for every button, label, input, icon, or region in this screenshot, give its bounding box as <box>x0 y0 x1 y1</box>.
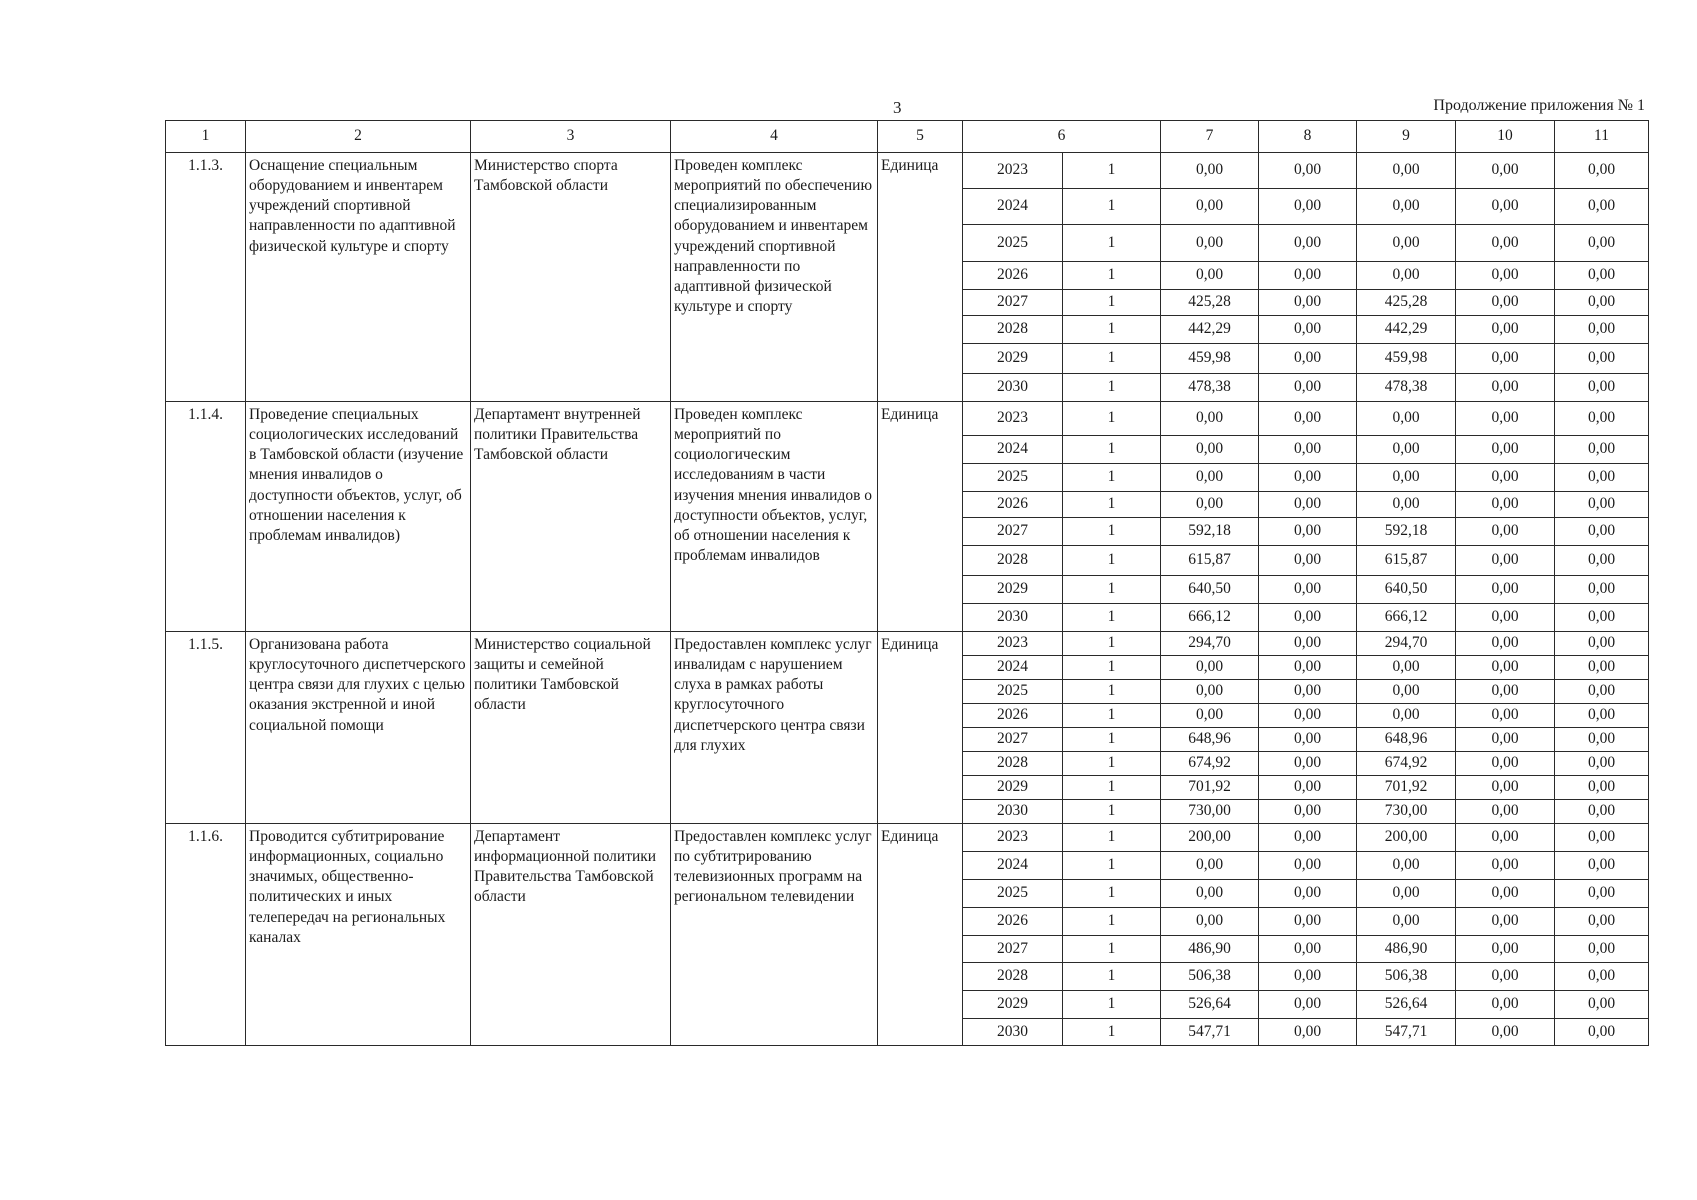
col11-value: 0,00 <box>1555 492 1649 518</box>
quantity-cell: 1 <box>1063 464 1161 492</box>
year-cell: 2023 <box>963 153 1063 189</box>
col8-value: 0,00 <box>1259 824 1357 852</box>
col10-value: 0,00 <box>1456 576 1555 604</box>
col8-value: 0,00 <box>1259 752 1357 776</box>
col10-value: 0,00 <box>1456 604 1555 632</box>
col9-value: 0,00 <box>1357 492 1456 518</box>
quantity-cell: 1 <box>1063 374 1161 402</box>
item-unit: Единица <box>878 824 963 1046</box>
item-result: Предоставлен комплекс услуг по субтитрированию телевизионных программ на региональном телевидении <box>671 824 878 1046</box>
col7-value: 506,38 <box>1161 963 1259 991</box>
col9-value: 0,00 <box>1357 680 1456 704</box>
year-cell: 2027 <box>963 936 1063 963</box>
col8-value: 0,00 <box>1259 656 1357 680</box>
col7-value: 640,50 <box>1161 576 1259 604</box>
col7-value: 0,00 <box>1161 189 1259 225</box>
col10-value: 0,00 <box>1456 316 1555 344</box>
col11-value: 0,00 <box>1555 680 1649 704</box>
col8-value: 0,00 <box>1259 262 1357 290</box>
col10-value: 0,00 <box>1456 656 1555 680</box>
col11-value: 0,00 <box>1555 576 1649 604</box>
year-cell: 2028 <box>963 546 1063 576</box>
col11-value: 0,00 <box>1555 704 1649 728</box>
header-cell-10: 10 <box>1456 121 1555 153</box>
header-cell-8: 8 <box>1259 121 1357 153</box>
col10-value: 0,00 <box>1456 776 1555 800</box>
quantity-cell: 1 <box>1063 776 1161 800</box>
col11-value: 0,00 <box>1555 546 1649 576</box>
col8-value: 0,00 <box>1259 632 1357 656</box>
year-cell: 2025 <box>963 464 1063 492</box>
quantity-cell: 1 <box>1063 492 1161 518</box>
quantity-cell: 1 <box>1063 1019 1161 1046</box>
header-cell-9: 9 <box>1357 121 1456 153</box>
year-cell: 2027 <box>963 518 1063 546</box>
col8-value: 0,00 <box>1259 189 1357 225</box>
col7-value: 0,00 <box>1161 908 1259 936</box>
year-cell: 2030 <box>963 1019 1063 1046</box>
col7-value: 0,00 <box>1161 225 1259 262</box>
item-result: Проведен комплекс мероприятий по социологическим исследованиям в части изучения мнения инвалидов о доступности объектов, услуг, об отношении населения к проблемам инвалидов <box>671 402 878 632</box>
item-number: 1.1.4. <box>166 402 246 632</box>
col8-value: 0,00 <box>1259 436 1357 464</box>
col11-value: 0,00 <box>1555 436 1649 464</box>
item-event-name: Проведение специальных социологических исследований в Тамбовской области (изучение мнения инвалидов о доступности объектов, услуг, об отношении населения к проблемам инвалидов) <box>246 402 471 632</box>
col7-value: 730,00 <box>1161 800 1259 824</box>
col10-value: 0,00 <box>1456 344 1555 374</box>
header-row <box>166 121 1649 153</box>
item-number: 1.1.3. <box>166 153 246 402</box>
col11-value: 0,00 <box>1555 908 1649 936</box>
item-result: Предоставлен комплекс услуг инвалидам с нарушением слуха в рамках работы круглосуточного диспетчерского центра связи для глухих <box>671 632 878 824</box>
col10-value: 0,00 <box>1456 492 1555 518</box>
year-cell: 2026 <box>963 492 1063 518</box>
item-event-name: Организована работа круглосуточного диспетчерского центра связи для глухих с целью оказания экстренной и иной социальной помощи <box>246 632 471 824</box>
col8-value: 0,00 <box>1259 908 1357 936</box>
col8-value: 0,00 <box>1259 704 1357 728</box>
year-cell: 2026 <box>963 704 1063 728</box>
col10-value: 0,00 <box>1456 225 1555 262</box>
col9-value: 0,00 <box>1357 908 1456 936</box>
year-cell: 2029 <box>963 344 1063 374</box>
col7-value: 526,64 <box>1161 991 1259 1019</box>
col10-value: 0,00 <box>1456 752 1555 776</box>
col9-value: 506,38 <box>1357 963 1456 991</box>
quantity-cell: 1 <box>1063 752 1161 776</box>
year-cell: 2030 <box>963 800 1063 824</box>
col11-value: 0,00 <box>1555 963 1649 991</box>
col9-value: 640,50 <box>1357 576 1456 604</box>
table-row <box>166 402 1649 436</box>
header-cell-5: 5 <box>878 121 963 153</box>
col7-value: 459,98 <box>1161 344 1259 374</box>
col8-value: 0,00 <box>1259 153 1357 189</box>
col11-value: 0,00 <box>1555 604 1649 632</box>
col8-value: 0,00 <box>1259 546 1357 576</box>
year-cell: 2030 <box>963 604 1063 632</box>
header-cell-1: 1 <box>166 121 246 153</box>
col7-value: 547,71 <box>1161 1019 1259 1046</box>
col11-value: 0,00 <box>1555 189 1649 225</box>
col9-value: 701,92 <box>1357 776 1456 800</box>
col11-value: 0,00 <box>1555 1019 1649 1046</box>
quantity-cell: 1 <box>1063 632 1161 656</box>
col11-value: 0,00 <box>1555 728 1649 752</box>
year-cell: 2028 <box>963 963 1063 991</box>
col11-value: 0,00 <box>1555 464 1649 492</box>
col11-value: 0,00 <box>1555 316 1649 344</box>
item-number: 1.1.6. <box>166 824 246 1046</box>
quantity-cell: 1 <box>1063 546 1161 576</box>
year-cell: 2024 <box>963 189 1063 225</box>
col8-value: 0,00 <box>1259 800 1357 824</box>
col11-value: 0,00 <box>1555 752 1649 776</box>
table-row <box>166 153 1649 189</box>
col10-value: 0,00 <box>1456 632 1555 656</box>
item-event-name: Проводится субтитрирование информационных, социально значимых, общественно-политических и иных телепередач на региональных каналах <box>246 824 471 1046</box>
col10-value: 0,00 <box>1456 680 1555 704</box>
col9-value: 0,00 <box>1357 464 1456 492</box>
col10-value: 0,00 <box>1456 518 1555 546</box>
col9-value: 486,90 <box>1357 936 1456 963</box>
header-cell-4: 4 <box>671 121 878 153</box>
quantity-cell: 1 <box>1063 908 1161 936</box>
item-responsible: Министерство спорта Тамбовской области <box>471 153 671 402</box>
col11-value: 0,00 <box>1555 374 1649 402</box>
col8-value: 0,00 <box>1259 225 1357 262</box>
year-cell: 2024 <box>963 852 1063 880</box>
col8-value: 0,00 <box>1259 492 1357 518</box>
col11-value: 0,00 <box>1555 518 1649 546</box>
col10-value: 0,00 <box>1456 800 1555 824</box>
item-event-name: Оснащение специальным оборудованием и инвентарем учреждений спортивной направленности по адаптивной физической культуре и спорту <box>246 153 471 402</box>
col11-value: 0,00 <box>1555 776 1649 800</box>
col9-value: 294,70 <box>1357 632 1456 656</box>
col11-value: 0,00 <box>1555 824 1649 852</box>
program-measures-table <box>165 120 1649 1046</box>
year-cell: 2023 <box>963 402 1063 436</box>
col9-value: 0,00 <box>1357 225 1456 262</box>
col11-value: 0,00 <box>1555 991 1649 1019</box>
item-result: Проведен комплекс мероприятий по обеспечению специализированным оборудованием и инвентарем учреждений спортивной направленности по адаптивной физической культуре и спорту <box>671 153 878 402</box>
col11-value: 0,00 <box>1555 880 1649 908</box>
year-cell: 2025 <box>963 880 1063 908</box>
table-row <box>166 632 1649 656</box>
col8-value: 0,00 <box>1259 576 1357 604</box>
quantity-cell: 1 <box>1063 880 1161 908</box>
year-cell: 2028 <box>963 752 1063 776</box>
col7-value: 0,00 <box>1161 680 1259 704</box>
col8-value: 0,00 <box>1259 464 1357 492</box>
col10-value: 0,00 <box>1456 402 1555 436</box>
col8-value: 0,00 <box>1259 852 1357 880</box>
col7-value: 0,00 <box>1161 704 1259 728</box>
year-cell: 2024 <box>963 656 1063 680</box>
col10-value: 0,00 <box>1456 728 1555 752</box>
quantity-cell: 1 <box>1063 225 1161 262</box>
col9-value: 0,00 <box>1357 656 1456 680</box>
year-cell: 2025 <box>963 680 1063 704</box>
col9-value: 0,00 <box>1357 436 1456 464</box>
year-cell: 2023 <box>963 824 1063 852</box>
year-cell: 2028 <box>963 316 1063 344</box>
col9-value: 615,87 <box>1357 546 1456 576</box>
year-cell: 2025 <box>963 225 1063 262</box>
quantity-cell: 1 <box>1063 290 1161 316</box>
col8-value: 0,00 <box>1259 402 1357 436</box>
year-cell: 2024 <box>963 436 1063 464</box>
col10-value: 0,00 <box>1456 290 1555 316</box>
col10-value: 0,00 <box>1456 704 1555 728</box>
col7-value: 648,96 <box>1161 728 1259 752</box>
table-row <box>166 824 1649 852</box>
col9-value: 674,92 <box>1357 752 1456 776</box>
col8-value: 0,00 <box>1259 1019 1357 1046</box>
quantity-cell: 1 <box>1063 963 1161 991</box>
quantity-cell: 1 <box>1063 936 1161 963</box>
year-cell: 2026 <box>963 262 1063 290</box>
col7-value: 486,90 <box>1161 936 1259 963</box>
year-cell: 2029 <box>963 576 1063 604</box>
quantity-cell: 1 <box>1063 316 1161 344</box>
col11-value: 0,00 <box>1555 402 1649 436</box>
col10-value: 0,00 <box>1456 991 1555 1019</box>
col10-value: 0,00 <box>1456 936 1555 963</box>
header-cell-3: 3 <box>471 121 671 153</box>
quantity-cell: 1 <box>1063 344 1161 374</box>
col7-value: 294,70 <box>1161 632 1259 656</box>
col7-value: 425,28 <box>1161 290 1259 316</box>
col9-value: 459,98 <box>1357 344 1456 374</box>
col7-value: 0,00 <box>1161 153 1259 189</box>
col11-value: 0,00 <box>1555 225 1649 262</box>
col8-value: 0,00 <box>1259 963 1357 991</box>
col10-value: 0,00 <box>1456 824 1555 852</box>
col9-value: 442,29 <box>1357 316 1456 344</box>
col7-value: 0,00 <box>1161 492 1259 518</box>
item-responsible: Министерство социальной защиты и семейной политики Тамбовской области <box>471 632 671 824</box>
col11-value: 0,00 <box>1555 262 1649 290</box>
header-cell-2: 2 <box>246 121 471 153</box>
col11-value: 0,00 <box>1555 936 1649 963</box>
col7-value: 0,00 <box>1161 656 1259 680</box>
col10-value: 0,00 <box>1456 189 1555 225</box>
col9-value: 730,00 <box>1357 800 1456 824</box>
col10-value: 0,00 <box>1456 852 1555 880</box>
quantity-cell: 1 <box>1063 824 1161 852</box>
col11-value: 0,00 <box>1555 852 1649 880</box>
col9-value: 648,96 <box>1357 728 1456 752</box>
col10-value: 0,00 <box>1456 262 1555 290</box>
col8-value: 0,00 <box>1259 604 1357 632</box>
quantity-cell: 1 <box>1063 189 1161 225</box>
table-body <box>166 121 1649 1046</box>
col10-value: 0,00 <box>1456 464 1555 492</box>
col8-value: 0,00 <box>1259 776 1357 800</box>
quantity-cell: 1 <box>1063 991 1161 1019</box>
col8-value: 0,00 <box>1259 880 1357 908</box>
col11-value: 0,00 <box>1555 290 1649 316</box>
col9-value: 0,00 <box>1357 704 1456 728</box>
col9-value: 425,28 <box>1357 290 1456 316</box>
col10-value: 0,00 <box>1456 880 1555 908</box>
col9-value: 547,71 <box>1357 1019 1456 1046</box>
appendix-continuation-note: Продолжение приложения № 1 <box>1433 97 1645 114</box>
col9-value: 0,00 <box>1357 880 1456 908</box>
col7-value: 592,18 <box>1161 518 1259 546</box>
header-cell-7: 7 <box>1161 121 1259 153</box>
quantity-cell: 1 <box>1063 153 1161 189</box>
quantity-cell: 1 <box>1063 518 1161 546</box>
col9-value: 0,00 <box>1357 189 1456 225</box>
col11-value: 0,00 <box>1555 656 1649 680</box>
header-cell-6: 6 <box>963 121 1161 153</box>
quantity-cell: 1 <box>1063 728 1161 752</box>
item-number: 1.1.5. <box>166 632 246 824</box>
year-cell: 2027 <box>963 728 1063 752</box>
quantity-cell: 1 <box>1063 656 1161 680</box>
year-cell: 2027 <box>963 290 1063 316</box>
col7-value: 701,92 <box>1161 776 1259 800</box>
col11-value: 0,00 <box>1555 632 1649 656</box>
col10-value: 0,00 <box>1456 436 1555 464</box>
item-unit: Единица <box>878 402 963 632</box>
col8-value: 0,00 <box>1259 290 1357 316</box>
col7-value: 0,00 <box>1161 852 1259 880</box>
col9-value: 0,00 <box>1357 153 1456 189</box>
quantity-cell: 1 <box>1063 262 1161 290</box>
year-cell: 2029 <box>963 776 1063 800</box>
col8-value: 0,00 <box>1259 518 1357 546</box>
col7-value: 0,00 <box>1161 402 1259 436</box>
item-unit: Единица <box>878 153 963 402</box>
col7-value: 0,00 <box>1161 436 1259 464</box>
col7-value: 200,00 <box>1161 824 1259 852</box>
col7-value: 442,29 <box>1161 316 1259 344</box>
col9-value: 0,00 <box>1357 262 1456 290</box>
col11-value: 0,00 <box>1555 153 1649 189</box>
col10-value: 0,00 <box>1456 1019 1555 1046</box>
page-number: 3 <box>893 98 902 117</box>
year-cell: 2026 <box>963 908 1063 936</box>
col8-value: 0,00 <box>1259 728 1357 752</box>
col9-value: 0,00 <box>1357 852 1456 880</box>
col10-value: 0,00 <box>1456 546 1555 576</box>
header-cell-11: 11 <box>1555 121 1649 153</box>
quantity-cell: 1 <box>1063 402 1161 436</box>
item-responsible: Департамент внутренней политики Правительства Тамбовской области <box>471 402 671 632</box>
quantity-cell: 1 <box>1063 680 1161 704</box>
col8-value: 0,00 <box>1259 316 1357 344</box>
col7-value: 674,92 <box>1161 752 1259 776</box>
year-cell: 2030 <box>963 374 1063 402</box>
quantity-cell: 1 <box>1063 800 1161 824</box>
col10-value: 0,00 <box>1456 908 1555 936</box>
col10-value: 0,00 <box>1456 963 1555 991</box>
col7-value: 666,12 <box>1161 604 1259 632</box>
year-cell: 2023 <box>963 632 1063 656</box>
col8-value: 0,00 <box>1259 680 1357 704</box>
col7-value: 0,00 <box>1161 880 1259 908</box>
col8-value: 0,00 <box>1259 936 1357 963</box>
col11-value: 0,00 <box>1555 800 1649 824</box>
col9-value: 666,12 <box>1357 604 1456 632</box>
col9-value: 526,64 <box>1357 991 1456 1019</box>
col8-value: 0,00 <box>1259 991 1357 1019</box>
quantity-cell: 1 <box>1063 604 1161 632</box>
col9-value: 200,00 <box>1357 824 1456 852</box>
col7-value: 0,00 <box>1161 464 1259 492</box>
col9-value: 0,00 <box>1357 402 1456 436</box>
col11-value: 0,00 <box>1555 344 1649 374</box>
col8-value: 0,00 <box>1259 344 1357 374</box>
quantity-cell: 1 <box>1063 704 1161 728</box>
item-unit: Единица <box>878 632 963 824</box>
col9-value: 592,18 <box>1357 518 1456 546</box>
col9-value: 478,38 <box>1357 374 1456 402</box>
year-cell: 2029 <box>963 991 1063 1019</box>
quantity-cell: 1 <box>1063 436 1161 464</box>
col7-value: 0,00 <box>1161 262 1259 290</box>
col10-value: 0,00 <box>1456 153 1555 189</box>
col10-value: 0,00 <box>1456 374 1555 402</box>
quantity-cell: 1 <box>1063 852 1161 880</box>
col8-value: 0,00 <box>1259 374 1357 402</box>
col7-value: 478,38 <box>1161 374 1259 402</box>
quantity-cell: 1 <box>1063 576 1161 604</box>
item-responsible: Департамент информационной политики Правительства Тамбовской области <box>471 824 671 1046</box>
col7-value: 615,87 <box>1161 546 1259 576</box>
